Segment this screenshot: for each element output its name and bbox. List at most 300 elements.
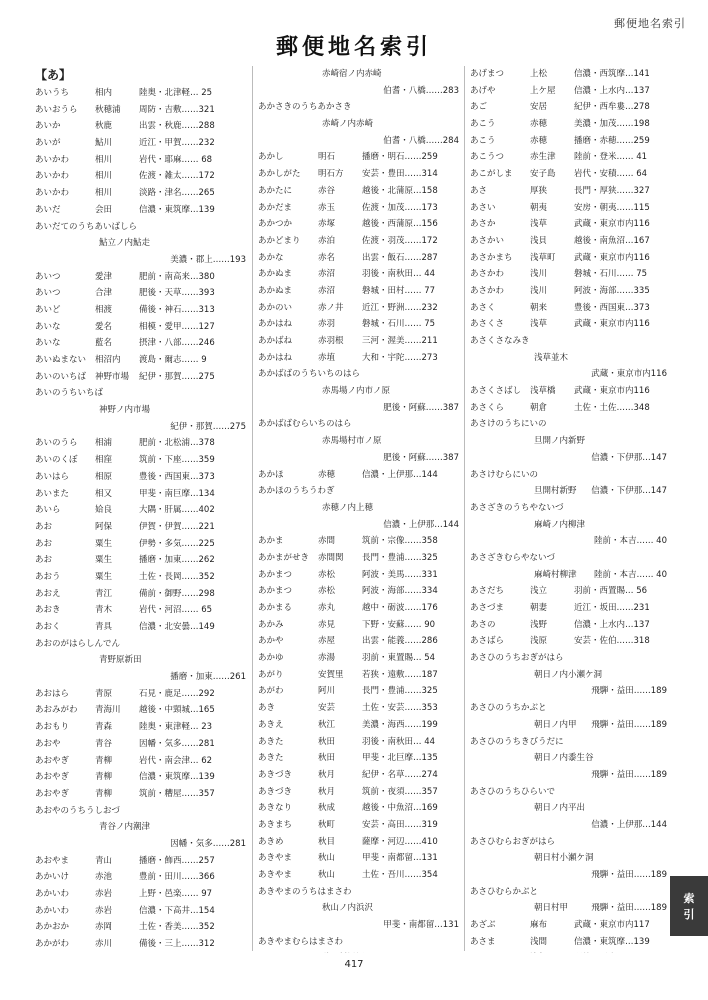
entry-reading: あいかわ <box>35 171 70 182</box>
entry-kanji: 粟生 <box>95 571 113 582</box>
entry-kanji-line <box>258 66 459 83</box>
entry-kanji: 青木 <box>95 605 113 616</box>
entry-reading: あおや <box>35 738 61 749</box>
index-entry <box>258 467 459 484</box>
index-entry <box>35 152 246 169</box>
index-entry <box>470 383 667 400</box>
index-entry <box>470 200 667 217</box>
entry-kanji: 秋江 <box>318 719 336 730</box>
entry-reading: あさくさ <box>470 319 505 330</box>
entry-location: 土佐・土佐……348 <box>574 402 650 413</box>
column-divider <box>252 66 253 951</box>
entry-reading-long: あさひのうちきびうだに <box>470 736 564 747</box>
entry-kanji: 相窪 <box>95 455 113 466</box>
index-entry <box>470 600 667 617</box>
index-entry <box>35 769 246 786</box>
index-entry <box>35 786 246 803</box>
entry-reading: あさだち <box>470 586 505 597</box>
entry-kanji: 浅草 <box>530 319 548 330</box>
entry-kanji: 旦開村新野 <box>534 486 577 497</box>
entry-reading: あさの <box>470 619 496 630</box>
entry-reading-long: あさけむらにいの <box>470 469 539 480</box>
entry-kanji: 赤名 <box>318 252 336 263</box>
section-heading: 【あ】 <box>35 68 72 82</box>
entry-location: 羽後・南秋田… 44 <box>362 736 436 747</box>
entry-reading: あさま <box>470 936 496 947</box>
entry-reading: あおやぎ <box>35 772 70 783</box>
entry-location: 筑前・糟屋……357 <box>139 788 215 799</box>
entry-location: 紀伊・名草……274 <box>362 769 438 780</box>
entry-location: 甲斐・北巨摩…135 <box>362 753 438 764</box>
entry-kanji: 神野ノ内市場 <box>99 405 151 416</box>
entry-reading-long: あおやのうちうしおづ <box>35 805 120 816</box>
index-entry <box>35 853 246 870</box>
entry-location: 因幡・気多……281 <box>170 838 246 849</box>
index-entry <box>258 583 459 600</box>
entry-reading: あげや <box>470 85 496 96</box>
entry-location: 佐渡・雑太……172 <box>139 171 215 182</box>
entry-reading-long: あさざきむらやないづ <box>470 552 556 563</box>
entry-kanji: 赤崎宿ノ内赤崎 <box>322 69 382 79</box>
entry-reading: あかまがせき <box>258 552 310 563</box>
entry-reading: あいのくぼ <box>35 455 78 466</box>
entry-kanji-line <box>470 350 667 367</box>
entry-reading: あかまつ <box>258 586 293 597</box>
entry-kanji: 赤池 <box>95 872 113 883</box>
index-entry <box>258 600 459 617</box>
entry-reading: あいまた <box>35 488 70 499</box>
index-entry <box>470 583 667 600</box>
entry-location: 筑前・夜須……357 <box>362 786 438 797</box>
entry-reading: あいつ <box>35 288 61 299</box>
entry-reading-long: あいだてのうちあいばしら <box>35 221 138 232</box>
entry-location: 肥前・南高来…380 <box>139 271 215 282</box>
entry-location: 岩代・南会津… 62 <box>139 755 213 766</box>
index-entry <box>258 266 459 283</box>
entry-kanji: 麻布 <box>530 920 548 931</box>
entry-kanji: 青柳 <box>95 788 113 799</box>
entry-kanji: 赤崎ノ内赤崎 <box>322 119 374 130</box>
entry-kanji-line <box>470 433 667 450</box>
entry-location: 長門・豊浦……325 <box>362 686 438 697</box>
entry-reading: あかいわ <box>35 905 70 916</box>
index-entry <box>35 619 246 636</box>
index-entry <box>258 683 459 700</box>
entry-kanji: 青野原新田 <box>99 655 142 666</box>
column-divider <box>464 66 465 951</box>
entry-kanji-line <box>470 517 667 534</box>
index-entry <box>470 250 667 267</box>
entry-reading: あおやぎ <box>35 788 70 799</box>
entry-reading: あきやま <box>258 853 293 864</box>
index-entry <box>35 536 246 553</box>
entry-kanji: 明石方 <box>318 169 344 180</box>
entry-kanji: 浅草町 <box>530 252 556 263</box>
entry-reading: あきまち <box>258 819 293 830</box>
index-entry <box>35 753 246 770</box>
entry-reading-long: あさくさなみき <box>470 336 530 346</box>
entry-reading: あいはら <box>35 471 70 482</box>
entry-location: 信濃・東筑摩…139 <box>139 772 215 783</box>
index-entry <box>258 750 459 767</box>
index-entry <box>35 202 246 219</box>
entry-kanji: 赤見 <box>318 619 336 630</box>
index-entry <box>35 85 246 102</box>
entry-kanji-line <box>258 383 459 400</box>
entry-kanji-line <box>470 800 667 817</box>
entry-location: 岩代・河沼…… 65 <box>139 605 213 616</box>
entry-location: 肥後・天草……393 <box>139 288 215 299</box>
index-entry <box>258 700 459 717</box>
entry-location: 越後・中魚沼…169 <box>362 803 438 814</box>
index-entry <box>35 335 246 352</box>
entry-reading: あいかわ <box>35 154 70 165</box>
index-entry <box>258 817 459 834</box>
index-side-tab[interactable] <box>670 876 708 936</box>
entry-kanji: 浅草 <box>530 219 548 230</box>
entry-location: 飛騨・益田……189 <box>591 903 667 914</box>
index-entry <box>35 302 246 319</box>
index-entry <box>258 316 459 333</box>
entry-location: 播磨・加東……262 <box>139 555 215 566</box>
entry-reading-long: あさひむらおぎがはら <box>470 836 556 847</box>
entry-reading: あこがしま <box>470 169 513 180</box>
entry-location: 岩代・安積…… 64 <box>574 169 648 180</box>
entry-reading: あかがわ <box>35 939 70 950</box>
entry-location: 佐渡・羽茂……172 <box>362 235 438 246</box>
entry-reading: あきづき <box>258 786 293 797</box>
entry-reading: あかおか <box>35 922 70 933</box>
entry-reading-long: あさけのうちにいの <box>470 419 547 430</box>
entry-reading-long: あさひむらかぶと <box>470 886 539 897</box>
entry-location: 甲斐・南巨摩…134 <box>139 488 215 499</box>
entry-location: 備後・神石……313 <box>139 304 215 315</box>
entry-location: 淡路・津名……265 <box>139 188 215 199</box>
entry-reading: あかし <box>258 152 284 163</box>
index-entry <box>35 736 246 753</box>
index-entry <box>258 767 459 784</box>
entry-reading: あさかわ <box>470 269 505 280</box>
entry-kanji: 浅間 <box>530 936 548 947</box>
entry-kanji-line <box>258 900 459 917</box>
entry-reading: あさばら <box>470 636 505 647</box>
entry-location: 摂津・八部……246 <box>139 338 215 349</box>
entry-reading: あおやぎ <box>35 755 70 766</box>
entry-location: 飛騨・益田……189 <box>591 719 667 730</box>
entry-kanji: 浅野 <box>530 619 548 630</box>
entry-location: 大隅・肝属……402 <box>139 505 215 516</box>
entry-kanji: 赤間 <box>318 536 336 547</box>
index-entry <box>258 717 459 734</box>
index-entry <box>258 550 459 567</box>
entry-kanji: 青江 <box>95 588 113 599</box>
index-entry <box>35 486 246 503</box>
entry-reading <box>470 950 504 953</box>
entry-kanji: 安芸 <box>318 703 336 714</box>
entry-kanji: 青原 <box>95 688 113 699</box>
entry-reading: あご <box>470 102 488 113</box>
entry-reading: あいぬまない <box>35 355 87 365</box>
index-entry <box>258 200 459 217</box>
entry-location <box>574 950 647 953</box>
entry-location: 武蔵・東京市内117 <box>574 920 650 931</box>
entry-kanji: 赤間関 <box>318 552 344 563</box>
entry-kanji: 秋月 <box>318 769 336 780</box>
entry-kanji-line <box>35 819 246 836</box>
entry-kanji: 浅川 <box>530 285 548 296</box>
entry-reading-long: あかばばのうちいちのはら <box>258 369 361 380</box>
entry-kanji: 赤ノ井 <box>318 302 344 313</box>
entry-reading: あかや <box>258 636 284 647</box>
entry-reading: あかばね <box>258 336 293 346</box>
index-column-1 <box>35 66 246 953</box>
index-entry <box>35 919 246 936</box>
entry-location: 紀伊・那賀……275 <box>170 421 246 432</box>
entry-kanji: 赤谷 <box>318 185 336 196</box>
index-entry <box>470 149 667 166</box>
index-entry <box>258 850 459 867</box>
entry-kanji: 朝夷 <box>530 202 548 213</box>
entry-kanji: 朝日村甲 <box>534 903 569 914</box>
index-entry <box>35 552 246 569</box>
entry-location: 越後・南魚沼…167 <box>574 235 650 246</box>
entry-location: 肥前・北松浦…378 <box>139 438 215 449</box>
entry-location: 土佐・長岡……352 <box>139 571 215 582</box>
entry-location: 薩摩・河辺……410 <box>362 836 438 847</box>
entry-reading-long: あさひのうちひらいで <box>470 786 556 797</box>
entry-kanji: 秋山ノ内浜沢 <box>322 903 374 914</box>
entry-reading: あかのい <box>258 302 293 313</box>
entry-kanji: 藍名 <box>95 338 113 349</box>
index-entry <box>258 617 459 634</box>
entry-location: 伊賀・伊賀……221 <box>139 521 215 532</box>
entry-reading: あいら <box>35 505 61 516</box>
entry-reading: あいが <box>35 138 61 149</box>
entry-location: 信濃・下高井…154 <box>139 905 215 916</box>
entry-reading: あかまる <box>258 603 293 613</box>
entry-kanji: 青具 <box>95 622 113 632</box>
entry-kanji: 愛名 <box>95 321 113 332</box>
index-entry <box>35 452 246 469</box>
entry-kanji: 相原 <box>95 471 113 482</box>
index-entry <box>258 784 459 801</box>
entry-kanji: 秋目 <box>318 836 336 847</box>
entry-kanji: 浅草橋 <box>530 386 556 397</box>
entry-reading: あお <box>35 555 53 566</box>
entry-reading: あきえ <box>258 719 284 730</box>
entry-reading-long: あおのがはらしんでん <box>35 638 121 649</box>
entry-kanji-line <box>35 402 246 419</box>
entry-kanji: 秋穂浦 <box>95 104 121 115</box>
index-entry <box>470 617 667 634</box>
entry-reading: あお <box>35 538 53 549</box>
index-entry <box>35 352 246 369</box>
entry-kanji: 赤泊 <box>318 235 336 246</box>
entry-location: 出雲・能義……286 <box>362 636 438 647</box>
entry-location: 三河・渥美……211 <box>362 336 438 346</box>
entry-kanji: 赤穂 <box>530 135 548 146</box>
entry-location: 美濃・郡上……193 <box>170 254 246 265</box>
index-entry <box>258 250 459 267</box>
entry-location: 肥後・阿蘇……387 <box>383 402 459 413</box>
index-entry <box>470 266 667 283</box>
entry-reading: あかほ <box>258 469 284 480</box>
entry-location: 伯耆・八橋……284 <box>383 135 459 146</box>
entry-reading: あさく <box>470 302 496 313</box>
entry-reading: あがり <box>258 669 284 680</box>
entry-reading: あかはね <box>258 352 293 363</box>
entry-location: 飛騨・益田……189 <box>591 870 667 880</box>
entry-location: 武蔵・東京市内116 <box>591 369 667 380</box>
entry-reading-long: あさひのうちかぶと <box>470 703 547 714</box>
side-tab-char: 引 <box>683 907 695 921</box>
entry-kanji: 朝倉 <box>530 402 548 413</box>
entry-location: 信濃・上伊那…144 <box>362 469 438 480</box>
entry-location: 佐渡・加茂……173 <box>362 202 438 213</box>
entry-reading: あさくさばし <box>470 386 522 397</box>
index-entry <box>35 269 246 286</box>
entry-location: 阿波・美馬……331 <box>362 569 438 580</box>
index-entry <box>258 166 459 183</box>
index-entry <box>258 650 459 667</box>
entry-kanji <box>322 950 365 953</box>
entry-reading: あきた <box>258 753 284 764</box>
entry-kanji: 赤松 <box>318 586 336 597</box>
index-entry <box>35 469 246 486</box>
entry-reading: あげまつ <box>470 69 505 79</box>
entry-reading: あかぬま <box>258 285 293 296</box>
entry-kanji: 相渡 <box>95 304 113 315</box>
index-entry <box>258 283 459 300</box>
entry-location: 羽前・西置賜… 56 <box>574 586 648 597</box>
entry-location: 美濃・海西……199 <box>362 719 438 730</box>
entry-kanji: 朝妻 <box>530 603 548 613</box>
entry-kanji: 鮎立ノ内鮎走 <box>99 238 151 249</box>
index-entry <box>470 116 667 133</box>
entry-kanji: 朝日ノ内黍生谷 <box>534 753 594 764</box>
entry-location: 紀伊・西牟婁…278 <box>574 102 650 113</box>
index-entry <box>258 834 459 851</box>
entry-location: 上野・邑楽…… 97 <box>139 889 213 899</box>
entry-kanji: 青柳 <box>95 755 113 766</box>
entry-location: 陸前・本吉…… 40 <box>593 569 667 580</box>
entry-kanji: 青谷 <box>95 738 113 749</box>
entry-reading: あいど <box>35 304 61 315</box>
index-entry <box>35 435 246 452</box>
index-entry <box>258 633 459 650</box>
entry-kanji: 赤湯 <box>318 653 336 664</box>
index-entry <box>35 903 246 920</box>
entry-kanji: 赤屋 <box>318 636 336 647</box>
entry-reading: あかまつ <box>258 569 293 580</box>
entry-kanji: 秋山 <box>318 870 336 880</box>
entry-reading: あいだ <box>35 204 61 215</box>
entry-location: 越後・北蒲原…158 <box>362 185 438 196</box>
entry-location: 陸奥・東津軽… 23 <box>139 722 213 733</box>
entry-location: 近江・甲賀……232 <box>139 138 215 149</box>
entry-kanji: 安賀里 <box>318 669 344 680</box>
entry-reading: あかな <box>258 252 284 263</box>
entry-reading: あおやま <box>35 855 70 866</box>
entry-reading: あさ <box>470 185 488 196</box>
index-entry <box>258 667 459 684</box>
entry-kanji: 明石 <box>318 152 336 163</box>
entry-reading: あいおうら <box>35 104 78 115</box>
index-entry <box>470 950 667 953</box>
entry-reading: あさくら <box>470 402 505 413</box>
page-number: 417 <box>344 959 364 970</box>
index-entry <box>35 869 246 886</box>
entry-location: 相模・愛甲……127 <box>139 321 215 332</box>
entry-reading: あきた <box>258 736 284 747</box>
entry-reading: あかつか <box>258 219 293 230</box>
entry-kanji: 赤生津 <box>530 152 556 163</box>
index-entry <box>35 719 246 736</box>
entry-reading: あおう <box>35 571 61 582</box>
index-entry <box>470 633 667 650</box>
page-title: 郵便地名索引 <box>275 35 432 60</box>
entry-location: 甲斐・南都留…131 <box>383 920 459 931</box>
entry-location: 渡島・爾志…… 9 <box>139 355 207 365</box>
entry-kanji: 会田 <box>95 204 113 215</box>
entry-reading: あさかい <box>470 235 505 246</box>
entry-kanji: 愛津 <box>95 271 113 282</box>
entry-reading: あきなり <box>258 803 293 814</box>
entry-reading: あおもり <box>35 722 70 733</box>
index-entry <box>258 183 459 200</box>
entry-kanji: 朝日村小瀬ケ洞 <box>534 853 594 864</box>
entry-location: 武蔵・東京市内116 <box>574 319 650 330</box>
entry-reading: あいか <box>35 121 61 132</box>
running-header: 郵便地名索引 <box>614 17 686 30</box>
entry-kanji: 相川 <box>95 188 113 199</box>
entry-location: 長門・厚狭……327 <box>574 185 650 196</box>
entry-kanji: 相浦 <box>95 438 113 449</box>
entry-kanji: 相内 <box>95 88 113 98</box>
entry-reading: あかいけ <box>35 872 70 883</box>
entry-kanji: 朝日ノ内平出 <box>534 803 586 814</box>
entry-kanji: 麻崎ノ内柳津 <box>534 519 586 530</box>
entry-kanji: 青森 <box>95 722 113 733</box>
entry-kanji: 青柳 <box>95 772 113 783</box>
index-entry <box>470 133 667 150</box>
entry-location: 下野・安蘇…… 90 <box>362 619 436 630</box>
index-entry <box>35 502 246 519</box>
entry-reading: あきづき <box>258 769 293 780</box>
entry-kanji-line <box>470 717 667 734</box>
entry-kanji: 赤塚 <box>318 219 336 230</box>
index-entry <box>35 686 246 703</box>
entry-location: 磐城・田村…… 77 <box>362 285 436 296</box>
entry-location: 武蔵・東京市内116 <box>574 386 650 397</box>
index-entry <box>258 216 459 233</box>
entry-reading: あいのいちば <box>35 371 87 382</box>
entry-location: 信濃・上水内…137 <box>574 85 650 96</box>
entry-kanji: 秋田 <box>318 736 336 747</box>
index-entry <box>258 149 459 166</box>
entry-kanji: 相川 <box>95 154 113 165</box>
entry-reading: あさか <box>470 219 496 230</box>
entry-reading: あこう <box>470 135 496 146</box>
entry-location: 信濃・北安曇…149 <box>139 622 215 632</box>
entry-reading: あさかまち <box>470 252 513 263</box>
index-entry <box>470 83 667 100</box>
entry-kanji: 赤川 <box>95 939 113 950</box>
entry-kanji-line <box>258 950 459 953</box>
entry-kanji: 朝日ノ内小瀬ケ洞 <box>534 669 603 680</box>
index-entry <box>35 102 246 119</box>
entry-kanji-line <box>35 235 246 252</box>
